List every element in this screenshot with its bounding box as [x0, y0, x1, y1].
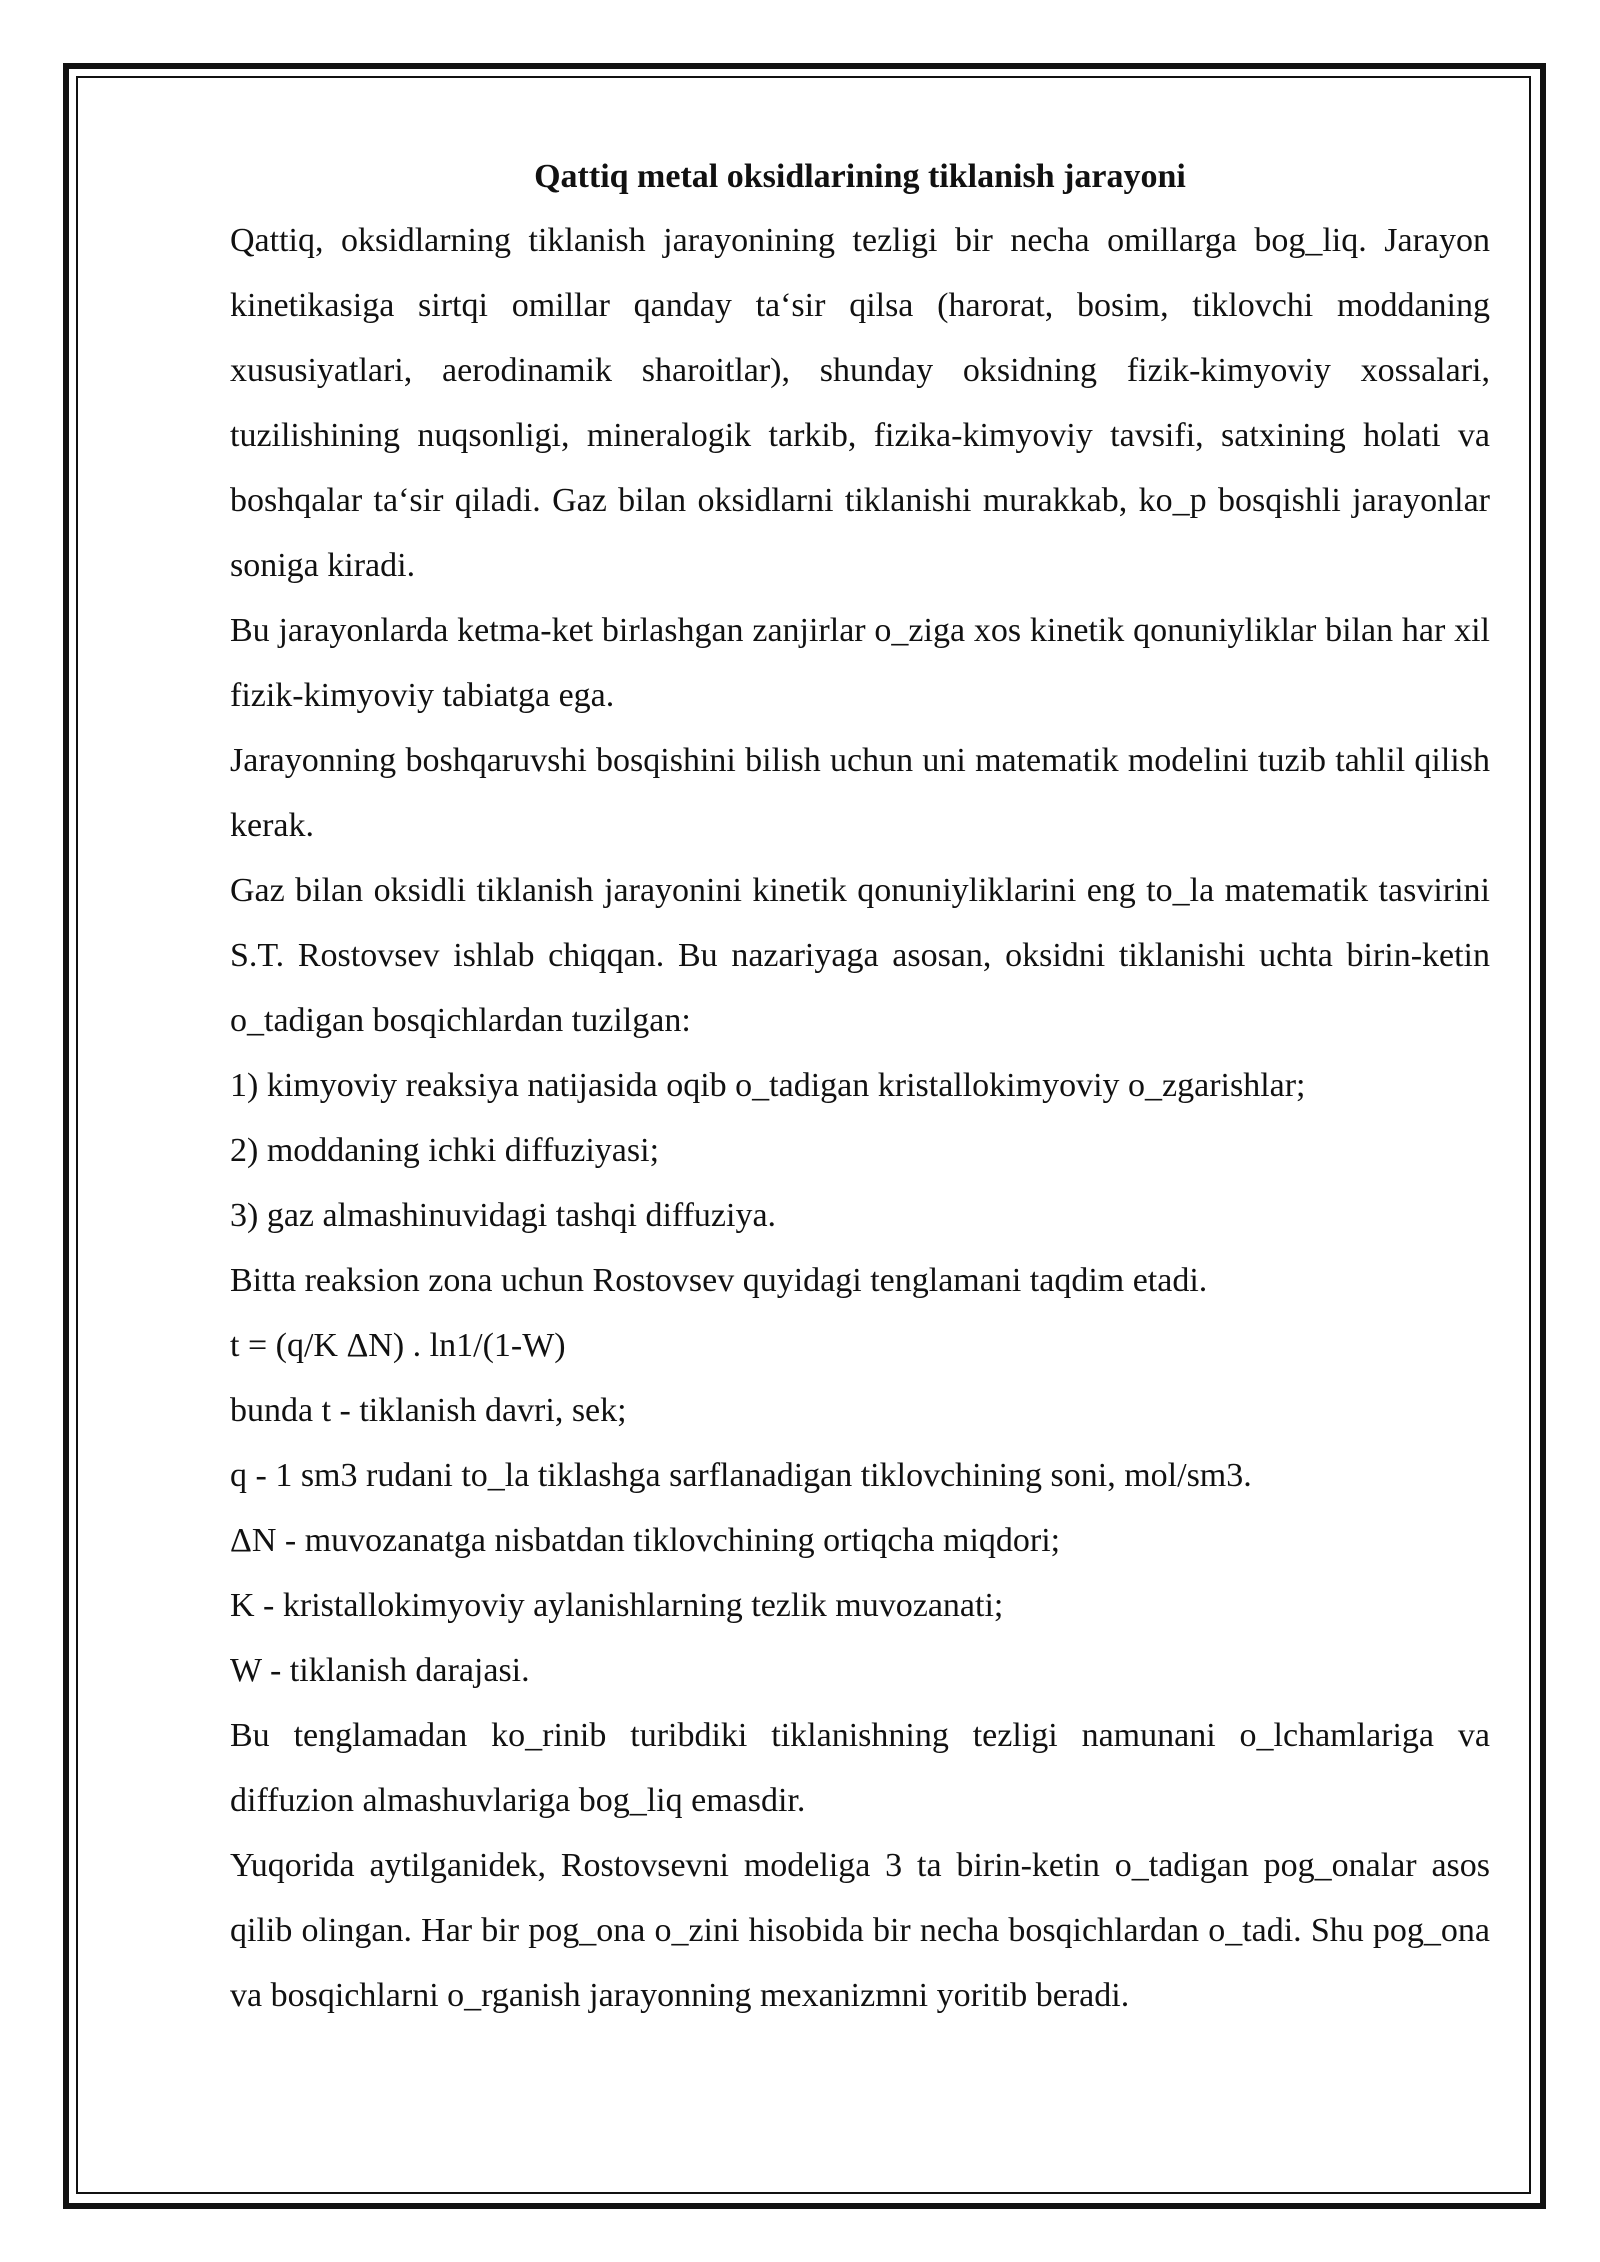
paragraph-chains: Bu jarayonlarda ketma-ket birlashgan zanjirlar o_ziga xos kinetik qonuniyliklar bilan har xil fizik-kimyoviy tabiatga ega. — [230, 612, 1490, 714]
list-item-stage-1: 1) kimyoviy reaksiya natijasida oqib o_tadigan kristallokimyoviy o_zgarishlar; — [230, 1067, 1306, 1104]
equation: t = (q/K ΔN) . ln1/(1-W) — [230, 1327, 566, 1364]
paragraph-intro: Qattiq, oksidlarning tiklanish jarayonining tezligi bir necha omillarga bog_liq. Jarayon kinetikasiga sirtqi omillar qanday ta‘sir qilsa (harorat, bosim, tiklovchi moddaning xususiyatlari, aerodinamik sharoitlar), shunday oksidning fizik-kimyoviy xossalari, tuzilishining nuqsonligi, mineralogik tarkib, fizika-kimyoviy tavsifi, satxining holati va boshqalar ta‘sir qiladi. Gaz bilan oksidlarni tiklanishi murakkab, ko_p bosqishli jarayonlar soniga kiradi. — [230, 222, 1490, 584]
paragraph-model: Jarayonning boshqaruvshi bosqishini bilish uchun uni matematik modelini tuzib tahlil qilish kerak. — [230, 742, 1490, 844]
definition-delta-n: ΔN - muvozanatga nisbatdan tiklovchining ortiqcha miqdori; — [230, 1522, 1061, 1559]
document-title: Qattiq metal oksidlarining tiklanish jarayoni — [534, 158, 1186, 195]
paragraph-conclusion: Bu tenglamadan ko_rinib turibdiki tiklanishning tezligi namunani o_lchamlariga va diffuzion almashuvlariga bog_liq emasdir. — [230, 1717, 1490, 1819]
paragraph-equation-intro: Bitta reaksion zona uchun Rostovsev quyidagi tenglamani taqdim etadi. — [230, 1262, 1208, 1299]
definition-q: q - 1 sm3 rudani to_la tiklashga sarflanadigan tiklovchining soni, mol/sm3. — [230, 1457, 1252, 1494]
paragraph-summary: Yuqorida aytilganidek, Rostovsevni modeliga 3 ta birin-ketin o_tadigan pog_onalar asos qilib olingan. Har bir pog_ona o_zini hisobida bir necha bosqichlardan o_tadi. Shu pog_ona va bosqichlarni o_rganish jarayonning mexanizmni yoritib beradi. — [230, 1847, 1490, 2014]
definition-k: K - kristallokimyoviy aylanishlarning tezlik muvozanati; — [230, 1587, 1004, 1624]
definition-w: W - tiklanish darajasi. — [230, 1652, 530, 1689]
document-body — [230, 148, 1490, 2028]
paragraph-rostovsev: Gaz bilan oksidli tiklanish jarayonini kinetik qonuniyliklarini eng to_la matematik tasvirini S.T. Rostovsev ishlab chiqqan. Bu nazariyaga asosan, oksidni tiklanishi uchta birin-ketin o_tadigan bosqichlardan tuzilgan: — [230, 872, 1490, 1039]
definition-t: bunda t - tiklanish davri, sek; — [230, 1392, 627, 1429]
list-item-stage-2: 2) moddaning ichki diffuziyasi; — [230, 1132, 660, 1169]
list-item-stage-3: 3) gaz almashinuvidagi tashqi diffuziya. — [230, 1197, 777, 1234]
